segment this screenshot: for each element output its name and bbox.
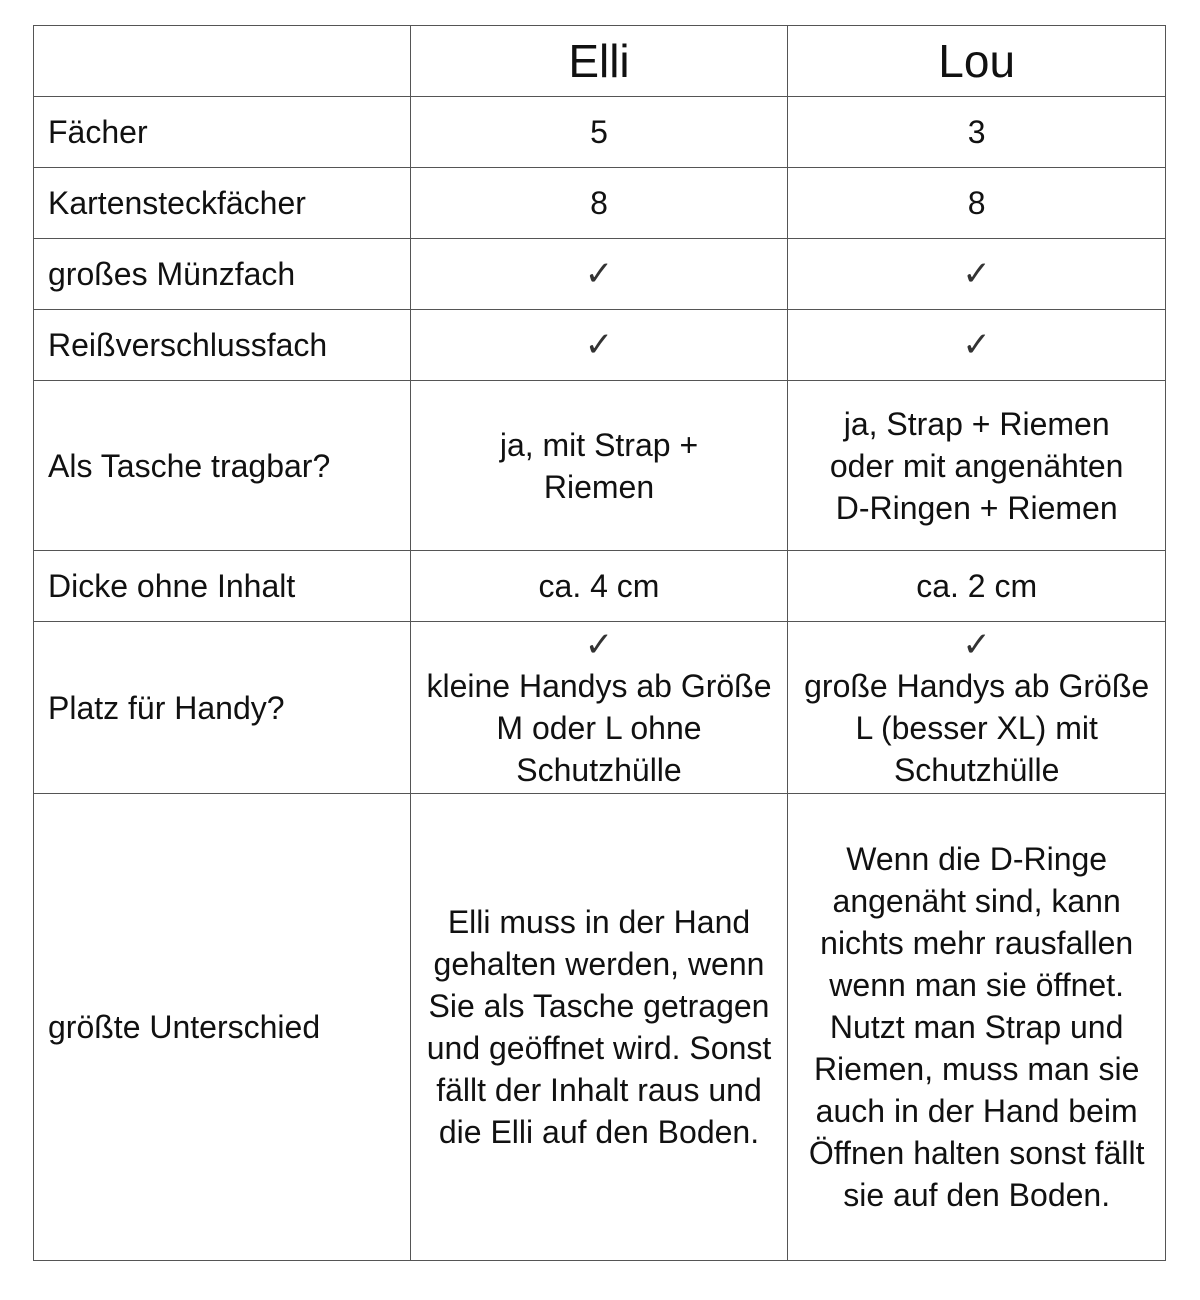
header-lou: Lou: [788, 26, 1166, 97]
lou-tragbar-text: ja, Strap + Riemen oder mit angenähten D-Ringen + Riemen: [829, 405, 1124, 526]
row-label: Als Tasche tragbar?: [34, 381, 411, 551]
table-row-faecher: [34, 97, 1166, 168]
lou-value: [788, 622, 1166, 794]
elli-value: 5: [410, 97, 788, 168]
header-elli: Elli: [410, 26, 788, 97]
checkmark-icon: ✓: [962, 625, 991, 664]
comparison-table: [33, 25, 1166, 1261]
row-label: Reißverschlussfach: [34, 310, 411, 381]
header-row: [34, 26, 1166, 97]
lou-value: [788, 239, 1166, 310]
table-row-unterschied: [34, 794, 1166, 1261]
table-row-muenzfach: [34, 239, 1166, 310]
lou-value: 8: [788, 168, 1166, 239]
header-corner-cell: [34, 26, 411, 97]
checkmark-icon: ✓: [584, 326, 614, 364]
row-label: größte Unterschied: [34, 794, 411, 1261]
elli-value: 8: [410, 168, 788, 239]
elli-value: ca. 4 cm: [410, 551, 788, 622]
lou-value: [788, 310, 1166, 381]
checkmark-icon: ✓: [962, 255, 991, 293]
table-row-reissverschluss: [34, 310, 1166, 381]
lou-value: [788, 794, 1166, 1261]
table-row-tragbar: [34, 381, 1166, 551]
row-label: Dicke ohne Inhalt: [34, 551, 411, 622]
elli-value: [410, 622, 788, 794]
lou-value: 3: [788, 97, 1166, 168]
elli-handy-text: kleine Handys ab Größe M oder L ohne Schutzhülle: [426, 667, 772, 788]
lou-value: [788, 381, 1166, 551]
elli-value: [410, 381, 788, 551]
elli-value: [410, 239, 788, 310]
lou-handy-text: große Handys ab Größe L (besser XL) mit Schutzhülle: [804, 667, 1150, 788]
elli-value: [410, 310, 788, 381]
checkmark-icon: ✓: [962, 326, 991, 364]
checkmark-icon: ✓: [584, 255, 614, 293]
table-row-dicke: [34, 551, 1166, 622]
checkmark-icon: ✓: [584, 625, 614, 664]
row-label: Platz für Handy?: [34, 622, 411, 794]
table-row-kartenfaecher: [34, 168, 1166, 239]
elli-value: [410, 794, 788, 1261]
row-label: Fächer: [34, 97, 411, 168]
table-row-handy: [34, 622, 1166, 794]
row-label: großes Münzfach: [34, 239, 411, 310]
row-label: Kartensteckfächer: [34, 168, 411, 239]
elli-tragbar-text: ja, mit Strap + Riemen: [499, 426, 699, 505]
lou-value: ca. 2 cm: [788, 551, 1166, 622]
elli-unterschied-text: Elli muss in der Hand gehalten werden, wenn Sie als Tasche getragen und geöffnet wird. Sonst fällt der Inhalt raus und die Elli auf den Boden.: [426, 904, 772, 1150]
lou-unterschied-text: Wenn die D-Ringe angenäht sind, kann nichts mehr rausfallen wenn man sie öffnet. Nutzt man Strap und Riemen, muss man sie auch in der Hand beim Öffnen halten sonst fällt sie auf den Boden.: [808, 841, 1145, 1213]
